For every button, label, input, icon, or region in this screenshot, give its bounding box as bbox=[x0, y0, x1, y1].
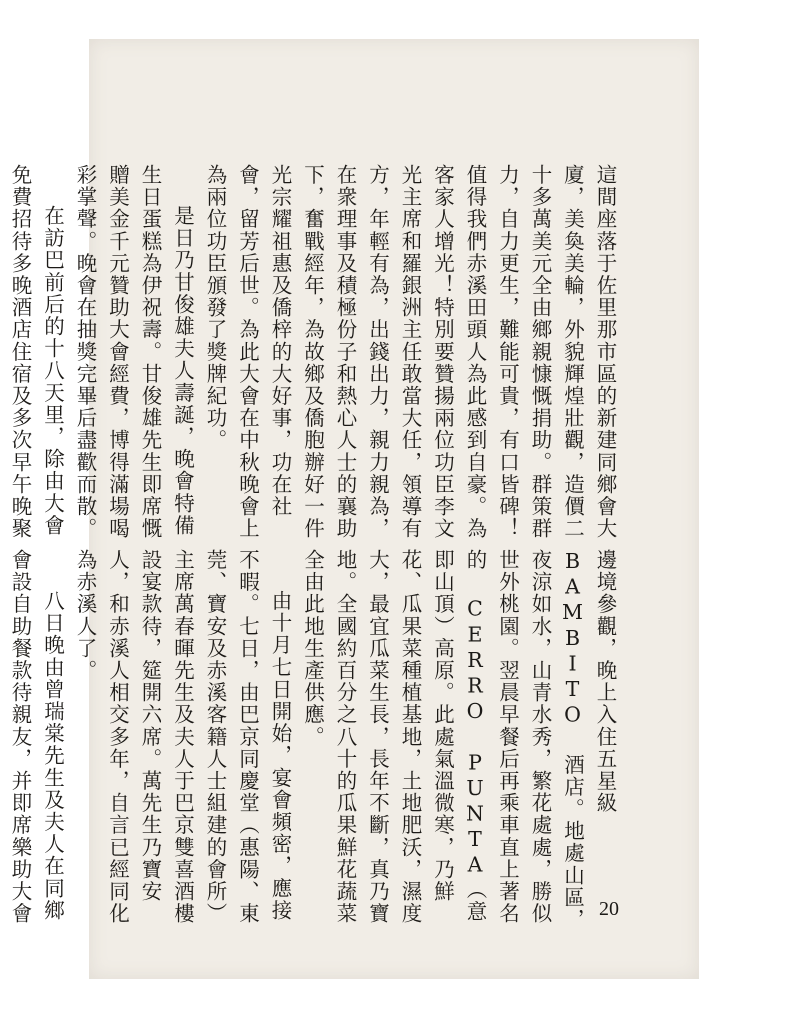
paragraph-clubhouse: 這間座落于佐里那市區的新建同鄉會大廈，美奐美輪，外貌輝煌壯觀，造價二十多萬美元全由鄉親慷慨捐助。群策群力，自力更生，難能可貴，有口皆碑！值得我們赤溪田頭人為此感到自豪。為客家人增光！特別要贊揚兩位功臣李文光主席和羅銀洲主任敢當大任，領導有方，年輕有為，出錢出力，親力親為，在衆理事及積極份子和熱心人士的襄助下，奮戰經年，為故鄉及僑胞辦好一件光宗耀祖惠及僑梓的大好事，功在社會，留芳后世。為此大會在中秋晚會上為兩位功臣頒發了獎牌紀功。 bbox=[203, 164, 617, 540]
paragraph-eighth-day: 八日晚由曾瑞棠先生及夫人在同鄉會設自助餐款待親友，并即席樂助大會 bbox=[8, 549, 65, 925]
paragraph-banquets: 由十月七日開始，宴會頻密，應接不暇。七日，由巴京同慶堂（惠陽、東莞、寶安及赤溪客籍人士組建的會所）主席萬春暉先生及夫人于巴京雙喜酒樓設宴款待，筵開六席。萬先生乃寶安人，和赤溪人相交多年，自言已經同化為赤溪人了。 bbox=[73, 549, 292, 925]
lower-text-block bbox=[0, 549, 621, 934]
book-page bbox=[8, 39, 699, 979]
upper-text-block bbox=[0, 164, 621, 549]
paragraph-visit: 在訪巴前后的十八天里，除由大會免費招待多晚酒店住宿及多次早午晚聚 bbox=[8, 164, 65, 540]
paragraph-birthday: 是日乃甘俊雄夫人壽誕，晚會特備生日蛋糕為伊祝壽。甘俊雄先生即席慨贈美金千元贊助大會經費，博得滿場喝彩掌聲。晚會在抽獎完畢后盡歡而散。 bbox=[73, 164, 195, 540]
page-number: 20 bbox=[599, 898, 619, 920]
paragraph-border-visit: 邊境參觀，晚上入住五星級 BAMBITO 酒店。地處山區，夜涼如水，山青水秀，繁花處處，勝似世外桃園。翌晨早餐后再乘車直上著名的 CERRO PUNTA（意即山頂）高原。此處氣溫微寒，乃鮮花、瓜果菜種植基地，土地肥沃，濕度大，最宜瓜菜生長，長年不斷，真乃寶地。全國約百分之八十的瓜果鮮花蔬菜全由此地生產供應。 bbox=[300, 549, 617, 931]
